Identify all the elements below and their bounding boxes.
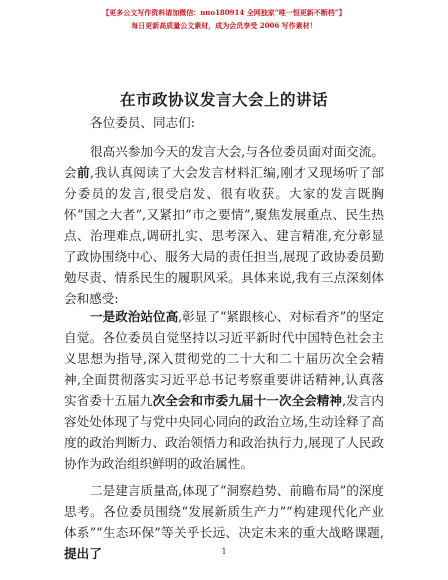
paragraph-2-text-a: ,彰显了“紧跟核心、对标看齐”的坚定自觉。各位委员自觉坚持以习近平新时代中国特色社会主义思想为指导,深入贯彻党的二十大和二十届历次全会精神,全面贯彻落实习近平总书记考察重要讲话精神,认真落实省委十五届九 [64,309,384,408]
promo-banner-line1: 【更多公文写作资料请加微信：nuo180914 全网独家“唯一恒更新不断档”】 [102,8,346,17]
paragraph-2-bold: 次全会和市委九届十一次全会精神 [152,393,343,408]
paragraph-1 [64,141,384,309]
promo-banner-line2: 每日更新高质量公文素材，成为会员享受 2006 写作素材！ [131,21,317,30]
greeting: 各位委员、同志们: [90,115,195,130]
paragraph-1-text-b: ,我认真阅读了大会发言材料汇编,刚才又现场听了部分委员的发言,很受启发、很有收获。大家的发言既胸怀“国之大者”,又紧扣“市之要情”,聚焦发展重点、民生热点、治理难点,调研扎实、思考深入、建言精准,充分彰显了政协围绕中心、服务大局的责任担当,展现了政协委员勤勉尽责、情系民生的履职风采。具体来说,我有三点深刻体会和感受: [64,165,384,306]
paragraph-2-text-b: ,发言内容处处体现了与党中央同心同向的政治立场,生动诠释了高度的政治判断力、政治领悟力和政治执行力,展现了人民政协作为政治组织鲜明的政治属性。 [64,393,384,471]
paragraph-1-bold: 前 [76,165,90,180]
paragraph-3-bold: 提出了 [64,546,102,561]
document-title: 在市政协议发言大会上的讲话 [119,90,328,109]
paragraph-3-text-a: 二是建言质量高,体现了“洞察趋势、前瞻布局”的深度思考。各位委员围绕“发展新质生产力”“构建现代化产业体系”“生态环保”等关乎长远、决定未来的重大战略课题, [64,483,384,540]
paragraph-2-lead: 一是政治站位高 [90,309,179,324]
page-number: 1 [221,547,227,556]
paragraph-2 [64,306,384,474]
paragraph-1-text-a: 很高兴参加今天的发言大会,与各位委员面对面交流。会 [64,144,384,180]
